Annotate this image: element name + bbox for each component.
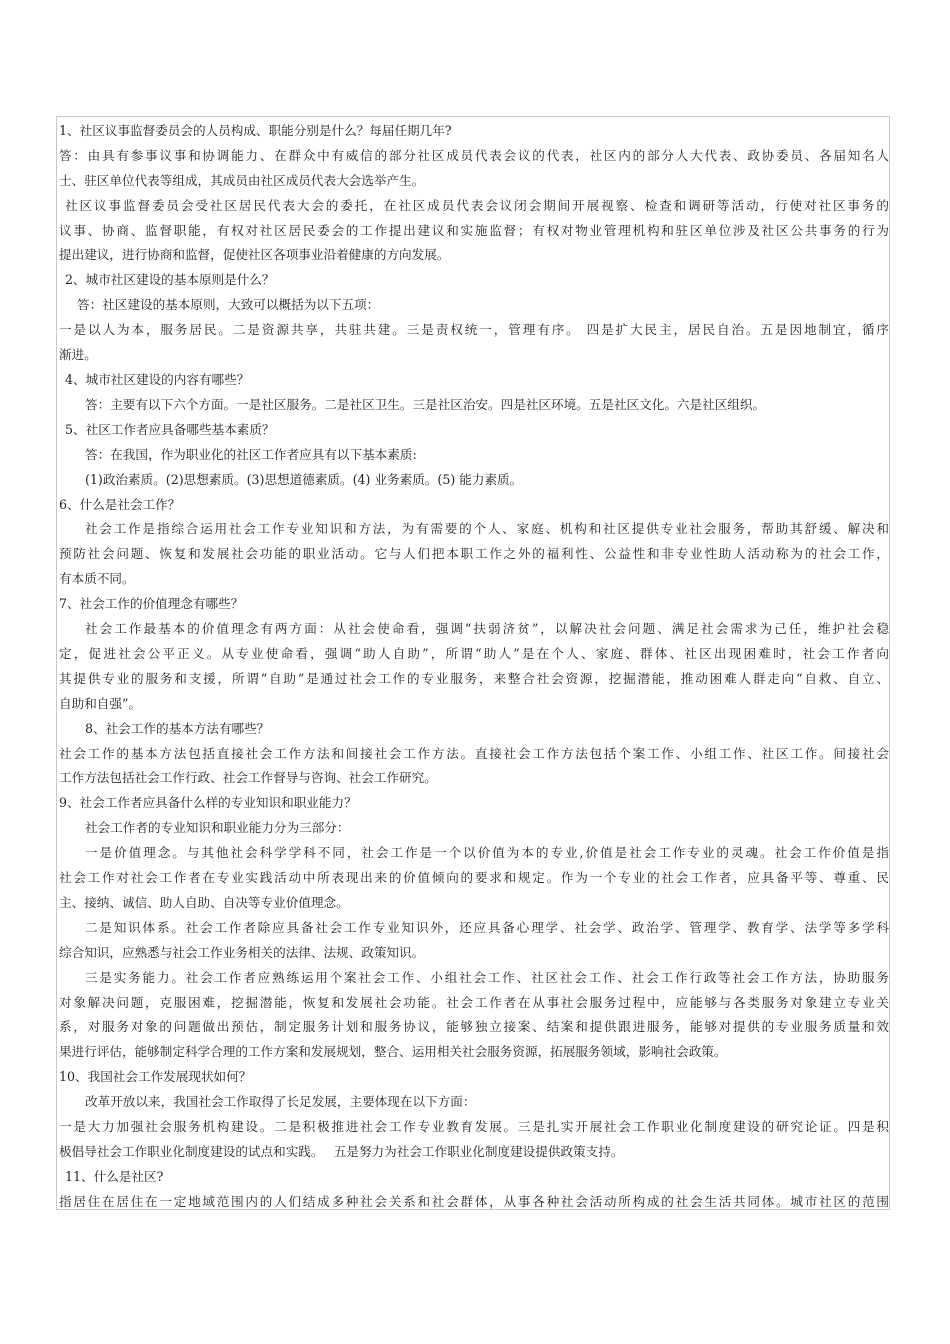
text-line: 其提供专业的服务和支援，所谓“自助”是通过社会工作的专业服务，来整合社会资源，挖掘潜能，推动困难人群走向“自救、自立、 — [59, 670, 889, 686]
text-line: (1)政治素质。(2)思想素质。(3)思想道德素质。(4) 业务素质。(5) 能力素质。 — [85, 471, 523, 487]
text-line: 指居住在居住在一定地域范围内的人们结成多种社会关系和社会群体，从事各种社会活动所构成的社会生活共同体。城市社区的范围 — [59, 1193, 889, 1209]
text-line: 答：在我国，作为职业化的社区工作者应具有以下基本素质: — [85, 446, 417, 462]
text-line: 主、接纳、诚信、助人自助、自决等专业价值理念。 — [59, 894, 349, 910]
text-line: 答：由具有参事议事和协调能力、在群众中有威信的部分社区成员代表会议的代表，社区内的部分人大代表、政协委员、各届知名人 — [59, 147, 889, 163]
text-line: 工作方法包括社会工作行政、社会工作督导与咨询、社会工作研究。 — [59, 770, 437, 786]
text-line: 系，对服务对象的问题做出预估，制定服务计划和服务协议，能够独立接案、结案和提供跟进服务，能够对提供的专业服务质量和效 — [59, 1019, 889, 1035]
text-line: 渐进。 — [59, 347, 97, 363]
text-line: 社会工作最基本的价值理念有两方面：从社会使命看，强调“扶弱济贫”，以解决社会问题、满足社会需求为己任，维护社会稳 — [85, 621, 889, 637]
text-line: 社会工作是指综合运用社会工作专业知识和方法，为有需要的个人、家庭、机构和社区提供专业社会服务，帮助其舒缓、解决和 — [85, 521, 889, 537]
text-line: 一是价值理念。与其他社会科学学科不同，社会工作是一个以价值为本的专业,价值是社会工作专业的灵魂。社会工作价值是指 — [85, 845, 889, 861]
text-line: 5、社区工作者应具备哪些基本素质？ — [65, 421, 275, 437]
text-line: 4、城市社区建设的内容有哪些？ — [65, 372, 250, 387]
text-line: 对象解决问题，克服困难，挖掘潜能，恢复和发展社会功能。社会工作者在从事社会服务过程中，应能够与各类服务对象建立专业关 — [59, 994, 889, 1010]
text-line: 果进行评估，能够制定科学合理的工作方案和发展规划，整合、运用相关社会服务资源，拓展服务领域，影响社会政策。 — [59, 1044, 727, 1060]
text-line: 三是实务能力。社会工作者应熟练运用个案社会工作、小组社会工作、社区社会工作、社会工作行政等社会工作方法，协助服务 — [85, 969, 889, 985]
text-line: 答：社区建设的基本原则，大致可以概括为以下五项： — [77, 297, 380, 313]
text-line: 改革开放以来，我国社会工作取得了长足发展，主要体现在以下方面： — [85, 1094, 476, 1110]
text-line: 社会工作者的专业知识和职业能力分为三部分： — [85, 820, 350, 836]
text-line: 社区议事监督委员会受社区居民代表大会的委托，在社区成员代表会议闭会期间开展视察、检查和调研等活动，行使对社区事务的 — [65, 197, 889, 213]
text-line: 答：主要有以下六个方面。一是社区服务。二是社区卫生。三是社区治安。四是社区环境。五是社区文化。六是社区组织。 — [85, 396, 766, 412]
text-line: 11、什么是社区? — [65, 1168, 164, 1184]
text-line: 9、社会工作者应具备什么样的专业知识和职业能力？ — [59, 795, 357, 811]
text-line: 6、什么是社会工作？ — [59, 496, 181, 512]
text-line: 自助和自强”。 — [59, 695, 142, 711]
text-line: 定，促进社会公平正义。从专业使命看，强调“助人自助”，所谓“助人”是在个人、家庭、群体、社区出现困难时，社会工作者向 — [59, 645, 889, 661]
text-line: 预防社会问题、恢复和发展社会功能的职业活动。它与人们把本职工作之外的福利性、公益性和非专业性助人活动称为的社会工作， — [59, 546, 889, 562]
text-line: 10、我国社会工作发展现状如何？ — [59, 1069, 252, 1085]
text-line: 二是知识体系。社会工作者除应具备社会工作专业知识外，还应具备心理学、社会学、政治学、管理学、教育学、法学等多学科 — [85, 919, 889, 935]
text-line: 社会工作的基本方法包括直接社会工作方法和间接社会工作方法。直接社会工作方法包括个案工作、小组工作、社区工作。间接社会 — [59, 745, 889, 761]
text-line: 7、社会工作的价值理念有哪些？ — [59, 596, 244, 612]
text-line: 士、驻区单位代表等组成，其成员由社区成员代表大会选举产生。 — [59, 172, 425, 188]
text-line: 综合知识，应熟悉与社会工作业务相关的法律、法规、政策知识。 — [59, 944, 425, 960]
text-line: 2、城市社区建设的基本原则是什么？ — [65, 272, 275, 288]
text-line: 一是大力加强社会服务机构建设。二是积极推进社会工作专业教育发展。三是扎实开展社会工作职业化制度建设的研究论证。四是积 — [59, 1119, 889, 1134]
text-line: 议事、协商、监督职能，有权对社区居民委会的工作提出建议和实施监督；有权对物业管理机构和驻区单位涉及社区公共事务的行为 — [59, 222, 889, 238]
text-line: 1、社区议事监督委员会的人员构成、职能分别是什么？每届任期几年? — [59, 123, 452, 138]
text-line: 一是以人为本，服务居民。二是资源共享，共驻共建。三是责权统一，管理有序。 四是扩大民主，居民自治。五是因地制宜，循序 — [59, 322, 889, 338]
text-line: 8、社会工作的基本方法有哪些？ — [85, 720, 270, 736]
text-line: 社会工作对社会工作者在专业实践活动中所表现出来的价值倾向的要求和规定。作为一个专业的社会工作者，应具备平等、尊重、民 — [59, 870, 889, 886]
text-line: 极倡导社会工作职业化制度建设的试点和实践。 五是努力为社会工作职业化制度建设提供政策支持。 — [59, 1143, 624, 1159]
text-line: 有本质不同。 — [59, 571, 135, 587]
text-line: 提出建议，进行协商和监督，促使社区各项事业沿着健康的方向发展。 — [59, 247, 450, 263]
document-page — [56, 116, 890, 1210]
